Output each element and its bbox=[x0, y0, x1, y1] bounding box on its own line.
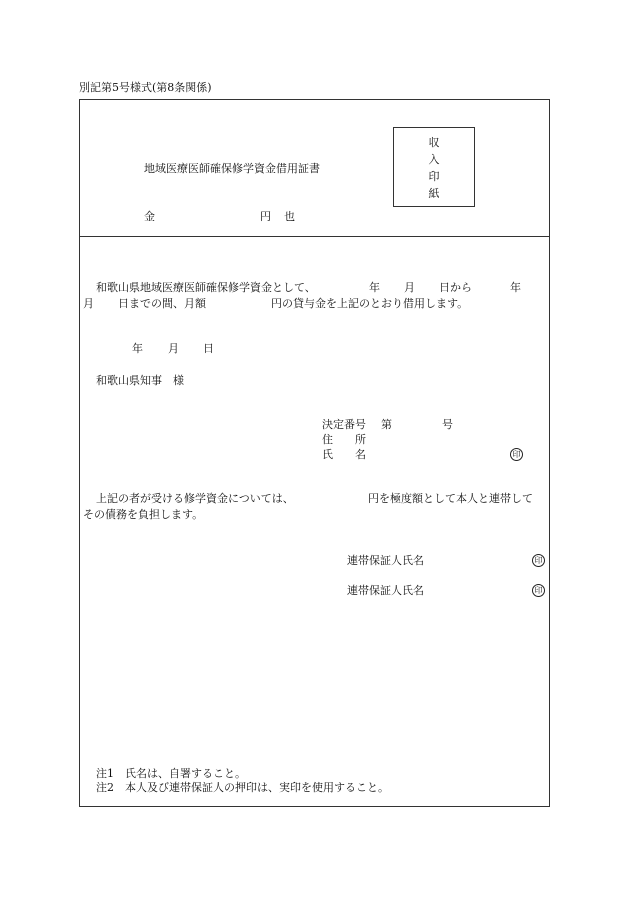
addressee: 和歌山県知事 様 bbox=[96, 374, 184, 387]
stamp-char: 印 bbox=[428, 170, 440, 183]
start-year-label: 年 bbox=[369, 281, 380, 294]
start-month-label: 月 bbox=[404, 281, 415, 294]
amount-yen-label: 円 bbox=[260, 210, 271, 223]
guarantor-seal-mark-2: 印 bbox=[532, 584, 545, 597]
stamp-char: 紙 bbox=[428, 187, 440, 200]
date-year-label: 年 bbox=[132, 342, 143, 355]
document-title: 地域医療医師確保修学資金借用証書 bbox=[144, 162, 320, 175]
guarantee-statement-lead: 上記の者が受ける修学資金については、 bbox=[96, 492, 294, 505]
decision-number-label: 決定番号 bbox=[322, 418, 366, 431]
header-divider bbox=[79, 236, 550, 237]
start-day-label: 日から bbox=[439, 281, 472, 294]
form-border bbox=[79, 99, 550, 807]
stamp-char: 収 bbox=[428, 136, 440, 149]
end-year-label: 年 bbox=[510, 281, 521, 294]
end-month-label: 月 bbox=[83, 297, 94, 310]
address-label: 住 所 bbox=[322, 433, 366, 446]
note-signature: 注1 氏名は、自署すること。 bbox=[96, 767, 246, 780]
amount-nari-label: 也 bbox=[284, 210, 295, 223]
stamp-char: 入 bbox=[428, 153, 440, 166]
date-day-label: 日 bbox=[203, 342, 214, 355]
form-style-note: 別記第5号様式(第8条関係) bbox=[79, 81, 212, 94]
amount-kin-label: 金 bbox=[144, 210, 155, 223]
guarantor-seal-mark-1: 印 bbox=[532, 554, 545, 567]
name-label: 氏 名 bbox=[322, 448, 366, 461]
guarantor-name-label-2: 連帯保証人氏名 bbox=[347, 584, 424, 597]
guarantee-statement-mid: 円を極度額として本人と連帯して bbox=[368, 492, 533, 505]
note-seal: 注2 本人及び連帯保証人の押印は、実印を使用すること。 bbox=[96, 781, 389, 794]
revenue-stamp-box bbox=[393, 127, 475, 207]
applicant-seal-mark: 印 bbox=[510, 448, 523, 461]
monthly-amount-text: 円の貸与金を上記のとおり借用します。 bbox=[271, 297, 469, 310]
decision-number-go: 号 bbox=[442, 418, 453, 431]
guarantor-name-label-1: 連帯保証人氏名 bbox=[347, 554, 424, 567]
date-month-label: 月 bbox=[168, 342, 179, 355]
decision-number-dai: 第 bbox=[381, 418, 392, 431]
loan-statement-lead: 和歌山県地域医療医師確保修学資金として、 bbox=[96, 281, 316, 294]
end-day-label: 日までの間、月額 bbox=[118, 297, 206, 310]
guarantee-statement-end: その債務を負担します。 bbox=[83, 508, 204, 521]
